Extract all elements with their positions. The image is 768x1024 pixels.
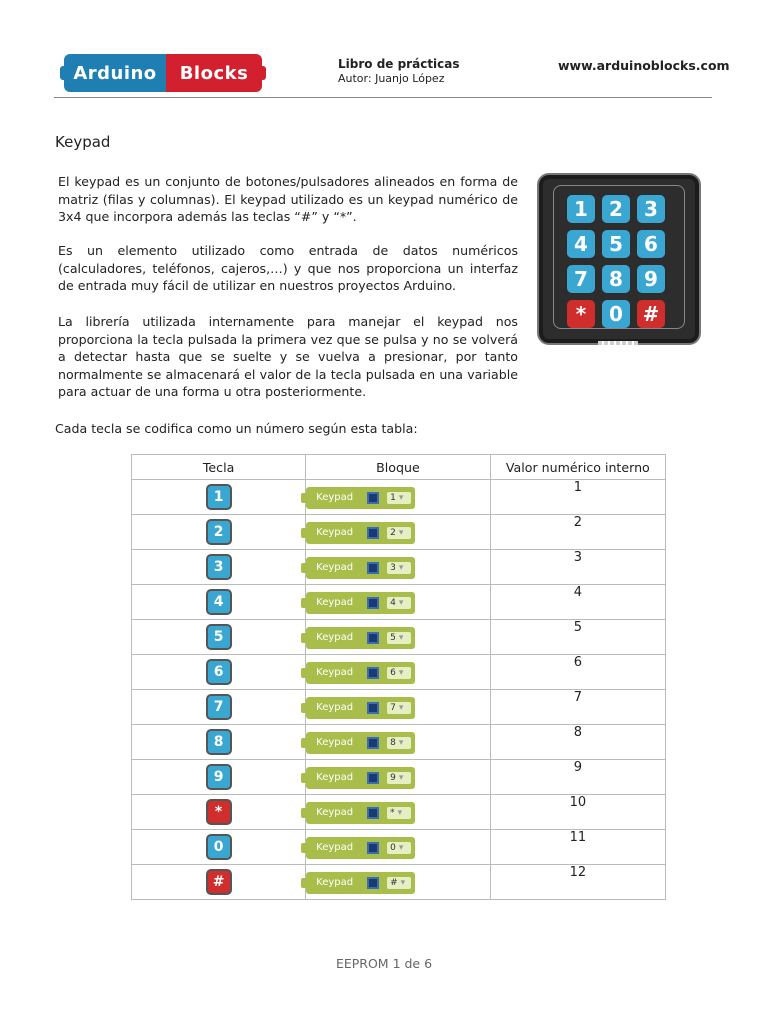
value-cell: 11 xyxy=(490,830,665,865)
dropdown-arrow-icon: ▾ xyxy=(398,737,404,748)
keypad-key: 3 xyxy=(637,195,665,223)
table-header-row xyxy=(132,455,666,480)
dropdown-arrow-icon: ▾ xyxy=(398,702,404,713)
value-cell: 10 xyxy=(490,795,665,830)
key-icon: 9 xyxy=(208,766,230,788)
key-cell xyxy=(132,865,306,900)
key-cell xyxy=(132,690,306,725)
block-cell xyxy=(306,550,491,585)
block-cell xyxy=(306,480,491,515)
block-cell xyxy=(306,655,491,690)
book-title: Libro de prácticas xyxy=(338,57,460,71)
keypad-block xyxy=(306,872,415,894)
block-key-dropdown xyxy=(387,842,411,854)
keypad-icon xyxy=(367,492,379,504)
block-key-dropdown xyxy=(387,772,411,784)
block-key-dropdown xyxy=(387,562,411,574)
key-cell xyxy=(132,760,306,795)
block-key-value: 9 xyxy=(390,772,396,783)
paragraph-3: La librería utilizada internamente para manejar el keypad nos proporciona la tecla pulsada la primera vez que se pulsa y no se volverá a detectar hasta que se suelte y se vuelva a presionar, por tanto normalmente se almacenará el valor de la tecla pulsada en una variable para actuar de una forma u otra posteriormente. xyxy=(58,314,518,399)
block-cell xyxy=(306,795,491,830)
dropdown-arrow-icon: ▾ xyxy=(398,597,404,608)
block-cell xyxy=(306,690,491,725)
value-cell: 8 xyxy=(490,725,665,760)
key-cell xyxy=(132,480,306,515)
table-intro: Cada tecla se codifica como un número según esta tabla: xyxy=(55,421,418,436)
keypad-key: 6 xyxy=(637,230,665,258)
block-key-dropdown xyxy=(387,737,411,749)
keypad-block xyxy=(306,837,415,859)
keypad-key: 1 xyxy=(567,195,595,223)
block-key-dropdown xyxy=(387,492,411,504)
table-row xyxy=(132,620,666,655)
block-key-dropdown xyxy=(387,632,411,644)
paragraph-2: Es un elemento utilizado como entrada de datos numéricos (calculadores, teléfonos, cajeros,…) y que nos proporciona un interfaz de entrada muy fácil de utilizar en nuestros proyectos Arduino. xyxy=(58,243,518,293)
block-key-dropdown xyxy=(387,527,411,539)
site-url[interactable]: www.arduinoblocks.com xyxy=(558,58,730,73)
keypad-icon xyxy=(367,877,379,889)
table-row xyxy=(132,480,666,515)
block-key-value: 7 xyxy=(390,702,396,713)
value-cell: 9 xyxy=(490,760,665,795)
header-key: Tecla xyxy=(132,455,306,480)
value-cell: 4 xyxy=(490,585,665,620)
value-cell: 5 xyxy=(490,620,665,655)
key-icon: 5 xyxy=(208,626,230,648)
section-title: Keypad xyxy=(55,133,111,151)
header-divider xyxy=(54,97,712,98)
dropdown-arrow-icon: ▾ xyxy=(398,842,404,853)
keypad-icon xyxy=(367,702,379,714)
keypad-image xyxy=(537,173,701,345)
table-row xyxy=(132,655,666,690)
block-key-value: 2 xyxy=(390,527,396,538)
block-cell xyxy=(306,865,491,900)
logo-right-text: Blocks xyxy=(166,54,262,92)
key-icon: 4 xyxy=(208,591,230,613)
key-cell xyxy=(132,550,306,585)
dropdown-arrow-icon: ▾ xyxy=(398,772,404,783)
block-cell xyxy=(306,585,491,620)
dropdown-arrow-icon: ▾ xyxy=(398,667,404,678)
keypad-icon xyxy=(367,632,379,644)
key-cell xyxy=(132,515,306,550)
block-key-dropdown xyxy=(387,597,411,609)
block-key-value: 1 xyxy=(390,492,396,503)
key-cell xyxy=(132,655,306,690)
keypad-block xyxy=(306,732,415,754)
block-label: Keypad xyxy=(316,842,354,854)
table-row xyxy=(132,550,666,585)
block-cell xyxy=(306,515,491,550)
keypad-key: # xyxy=(637,300,665,328)
block-label: Keypad xyxy=(316,877,354,889)
block-label: Keypad xyxy=(316,492,354,504)
keypad-icon xyxy=(367,527,379,539)
table-row xyxy=(132,725,666,760)
dropdown-arrow-icon: ▾ xyxy=(398,562,404,573)
keypad-block xyxy=(306,697,415,719)
keypad-mapping-table xyxy=(131,454,666,900)
block-label: Keypad xyxy=(316,527,354,539)
keypad-icon xyxy=(367,807,379,819)
key-icon: 6 xyxy=(208,661,230,683)
block-cell xyxy=(306,830,491,865)
key-icon: 0 xyxy=(208,836,230,858)
keypad-icon xyxy=(367,562,379,574)
keypad-icon xyxy=(367,597,379,609)
table-row xyxy=(132,690,666,725)
key-cell xyxy=(132,620,306,655)
keypad-key: 2 xyxy=(602,195,630,223)
block-key-dropdown xyxy=(387,667,411,679)
keypad-icon xyxy=(367,667,379,679)
table-row xyxy=(132,795,666,830)
key-icon: 7 xyxy=(208,696,230,718)
keypad-block xyxy=(306,767,415,789)
key-cell xyxy=(132,830,306,865)
keypad-key: 7 xyxy=(567,265,595,293)
value-cell: 6 xyxy=(490,655,665,690)
logo-plug-right xyxy=(258,66,266,80)
keypad-key: 9 xyxy=(637,265,665,293)
block-key-dropdown xyxy=(387,877,411,889)
table-row xyxy=(132,865,666,900)
keypad-block xyxy=(306,627,415,649)
keypad-block xyxy=(306,662,415,684)
block-key-value: 8 xyxy=(390,737,396,748)
keypad-key: 8 xyxy=(602,265,630,293)
dropdown-arrow-icon: ▾ xyxy=(398,492,404,503)
keypad-icon xyxy=(367,842,379,854)
book-author: Autor: Juanjo López xyxy=(338,72,445,85)
keypad-connector xyxy=(598,341,638,345)
block-label: Keypad xyxy=(316,632,354,644)
key-icon: 8 xyxy=(208,731,230,753)
paragraph-1: El keypad es un conjunto de botones/pulsadores alineados en forma de matriz (filas y columnas). El keypad utilizado es un keypad numérico de 3x4 que incorpora además las teclas “#” y “*”. xyxy=(58,174,518,224)
keypad-block xyxy=(306,522,415,544)
keypad-key: * xyxy=(567,300,595,328)
key-icon: * xyxy=(208,801,230,823)
keypad-block xyxy=(306,802,415,824)
block-label: Keypad xyxy=(316,597,354,609)
block-cell xyxy=(306,725,491,760)
block-label: Keypad xyxy=(316,562,354,574)
key-icon: 1 xyxy=(208,486,230,508)
arduinoblocks-logo xyxy=(64,54,262,92)
keypad-key: 0 xyxy=(602,300,630,328)
key-cell xyxy=(132,795,306,830)
block-label: Keypad xyxy=(316,772,354,784)
table-row xyxy=(132,830,666,865)
key-icon: # xyxy=(208,871,230,893)
block-cell xyxy=(306,760,491,795)
value-cell: 7 xyxy=(490,690,665,725)
key-icon: 3 xyxy=(208,556,230,578)
table-row xyxy=(132,585,666,620)
dropdown-arrow-icon: ▾ xyxy=(398,632,404,643)
key-cell xyxy=(132,725,306,760)
keypad-block xyxy=(306,487,415,509)
value-cell: 1 xyxy=(490,480,665,515)
keypad-key: 4 xyxy=(567,230,595,258)
logo-plug-left xyxy=(60,66,68,80)
block-key-value: # xyxy=(390,877,398,888)
page-footer: EEPROM 1 de 6 xyxy=(335,956,433,971)
key-icon: 2 xyxy=(208,521,230,543)
value-cell: 3 xyxy=(490,550,665,585)
dropdown-arrow-icon: ▾ xyxy=(397,807,403,818)
block-key-value: 0 xyxy=(390,842,396,853)
block-label: Keypad xyxy=(316,667,354,679)
keypad-block xyxy=(306,557,415,579)
keypad-key: 5 xyxy=(602,230,630,258)
header-value: Valor numérico interno xyxy=(490,455,665,480)
block-key-value: 5 xyxy=(390,632,396,643)
table-row xyxy=(132,515,666,550)
block-cell xyxy=(306,620,491,655)
block-key-dropdown xyxy=(387,702,411,714)
block-label: Keypad xyxy=(316,737,354,749)
table-row xyxy=(132,760,666,795)
block-key-dropdown xyxy=(387,807,411,819)
keypad-icon xyxy=(367,772,379,784)
block-label: Keypad xyxy=(316,807,354,819)
dropdown-arrow-icon: ▾ xyxy=(398,527,404,538)
block-key-value: 6 xyxy=(390,667,396,678)
block-label: Keypad xyxy=(316,702,354,714)
block-key-value: 4 xyxy=(390,597,396,608)
keypad-icon xyxy=(367,737,379,749)
key-cell xyxy=(132,585,306,620)
keypad-block xyxy=(306,592,415,614)
dropdown-arrow-icon: ▾ xyxy=(400,877,406,888)
header-block: Bloque xyxy=(306,455,491,480)
block-key-value: * xyxy=(390,807,395,818)
value-cell: 2 xyxy=(490,515,665,550)
logo-left-text: Arduino xyxy=(64,54,166,92)
value-cell: 12 xyxy=(490,865,665,900)
block-key-value: 3 xyxy=(390,562,396,573)
